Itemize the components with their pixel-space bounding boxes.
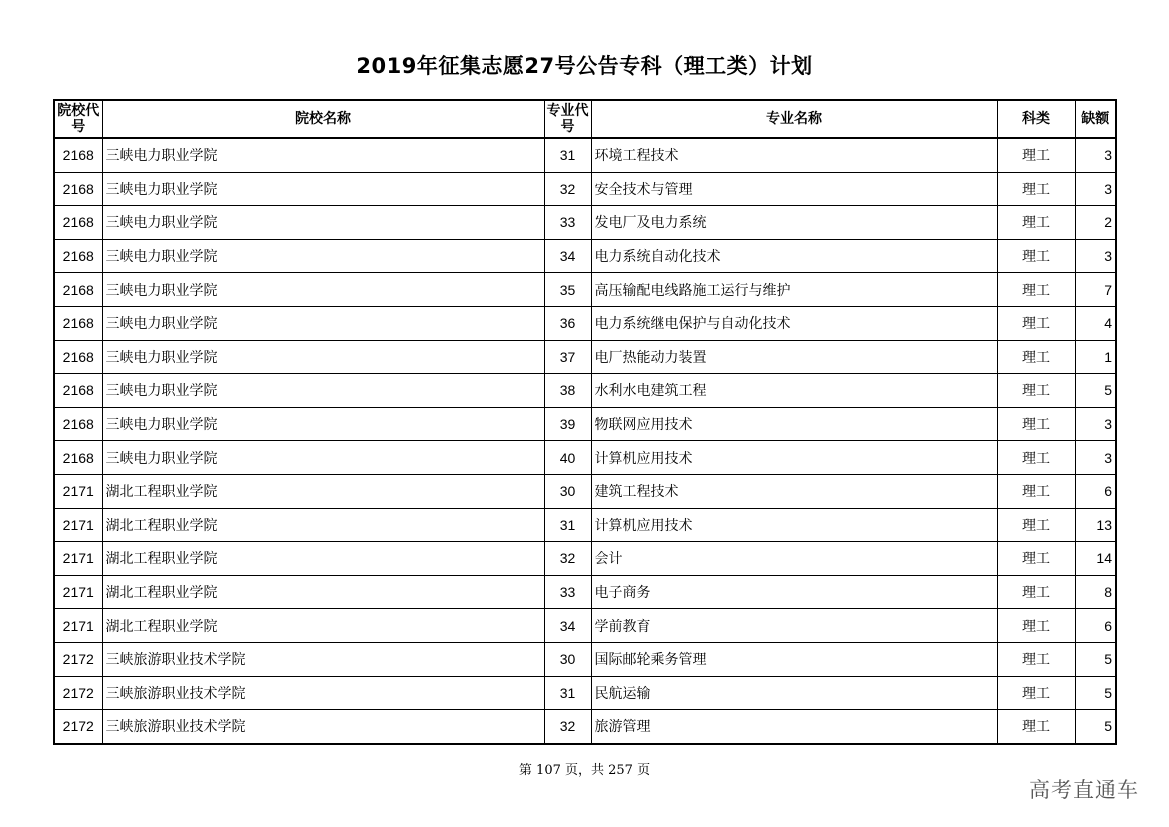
cell-quota: 8 xyxy=(1075,575,1116,609)
cell-school-code: 2168 xyxy=(54,273,102,307)
cell-category: 理工 xyxy=(997,239,1075,273)
cell-category: 理工 xyxy=(997,609,1075,643)
table-row xyxy=(54,172,1116,206)
cell-quota: 5 xyxy=(1075,374,1116,408)
cell-quota: 13 xyxy=(1075,508,1116,542)
header-school-name: 院校名称 xyxy=(102,100,544,138)
cell-school-code: 2168 xyxy=(54,306,102,340)
cell-school-code: 2168 xyxy=(54,407,102,441)
table-row xyxy=(54,306,1116,340)
cell-category: 理工 xyxy=(997,441,1075,475)
cell-major-name: 安全技术与管理 xyxy=(591,172,997,206)
cell-category: 理工 xyxy=(997,642,1075,676)
table-row xyxy=(54,138,1116,172)
cell-category: 理工 xyxy=(997,273,1075,307)
cell-major-name: 发电厂及电力系统 xyxy=(591,206,997,240)
cell-major-code: 31 xyxy=(544,138,591,172)
cell-major-code: 39 xyxy=(544,407,591,441)
cell-category: 理工 xyxy=(997,138,1075,172)
header-school-code: 院校代号 xyxy=(54,100,102,138)
cell-quota: 3 xyxy=(1075,172,1116,206)
cell-school-code: 2168 xyxy=(54,374,102,408)
cell-school-name: 三峡电力职业学院 xyxy=(102,206,544,240)
cell-quota: 4 xyxy=(1075,306,1116,340)
cell-quota: 5 xyxy=(1075,676,1116,710)
table-row xyxy=(54,374,1116,408)
cell-school-code: 2168 xyxy=(54,138,102,172)
cell-school-name: 三峡电力职业学院 xyxy=(102,306,544,340)
header-major-code: 专业代号 xyxy=(544,100,591,138)
cell-school-name: 三峡电力职业学院 xyxy=(102,441,544,475)
cell-school-name: 三峡电力职业学院 xyxy=(102,172,544,206)
cell-major-name: 电力系统继电保护与自动化技术 xyxy=(591,306,997,340)
cell-category: 理工 xyxy=(997,206,1075,240)
cell-major-name: 国际邮轮乘务管理 xyxy=(591,642,997,676)
cell-major-name: 环境工程技术 xyxy=(591,138,997,172)
cell-major-code: 38 xyxy=(544,374,591,408)
cell-school-code: 2168 xyxy=(54,172,102,206)
cell-quota: 3 xyxy=(1075,441,1116,475)
cell-major-name: 旅游管理 xyxy=(591,710,997,744)
cell-quota: 3 xyxy=(1075,239,1116,273)
cell-category: 理工 xyxy=(997,710,1075,744)
cell-school-name: 三峡电力职业学院 xyxy=(102,374,544,408)
cell-major-code: 37 xyxy=(544,340,591,374)
cell-school-name: 三峡旅游职业技术学院 xyxy=(102,676,544,710)
cell-category: 理工 xyxy=(997,676,1075,710)
table-row xyxy=(54,239,1116,273)
cell-school-code: 2171 xyxy=(54,609,102,643)
cell-major-code: 32 xyxy=(544,172,591,206)
cell-major-code: 34 xyxy=(544,239,591,273)
cell-quota: 6 xyxy=(1075,474,1116,508)
cell-major-name: 电力系统自动化技术 xyxy=(591,239,997,273)
cell-category: 理工 xyxy=(997,172,1075,206)
plan-table xyxy=(53,99,1117,745)
page-number: 第 107 页，共 257 页 xyxy=(518,763,651,778)
cell-school-name: 三峡电力职业学院 xyxy=(102,138,544,172)
cell-school-name: 三峡电力职业学院 xyxy=(102,273,544,307)
cell-school-code: 2171 xyxy=(54,575,102,609)
cell-major-name: 物联网应用技术 xyxy=(591,407,997,441)
header-category: 科类 xyxy=(997,100,1075,138)
cell-school-code: 2171 xyxy=(54,508,102,542)
table-row xyxy=(54,710,1116,744)
cell-quota: 5 xyxy=(1075,642,1116,676)
cell-category: 理工 xyxy=(997,407,1075,441)
table-row xyxy=(54,474,1116,508)
table-body xyxy=(54,138,1116,744)
cell-major-name: 会计 xyxy=(591,542,997,576)
cell-major-code: 32 xyxy=(544,542,591,576)
cell-major-code: 36 xyxy=(544,306,591,340)
cell-quota: 14 xyxy=(1075,542,1116,576)
cell-category: 理工 xyxy=(997,306,1075,340)
table-row xyxy=(54,642,1116,676)
table-row xyxy=(54,676,1116,710)
cell-major-name: 学前教育 xyxy=(591,609,997,643)
cell-major-code: 40 xyxy=(544,441,591,475)
cell-category: 理工 xyxy=(997,374,1075,408)
cell-quota: 3 xyxy=(1075,138,1116,172)
cell-school-code: 2168 xyxy=(54,206,102,240)
header-quota: 缺额 xyxy=(1075,100,1116,138)
table-row xyxy=(54,609,1116,643)
cell-school-code: 2171 xyxy=(54,474,102,508)
cell-school-code: 2171 xyxy=(54,542,102,576)
cell-school-name: 湖北工程职业学院 xyxy=(102,542,544,576)
cell-school-name: 三峡电力职业学院 xyxy=(102,340,544,374)
cell-major-name: 高压输配电线路施工运行与维护 xyxy=(591,273,997,307)
cell-major-code: 31 xyxy=(544,676,591,710)
table-row xyxy=(54,542,1116,576)
header-major-name: 专业名称 xyxy=(591,100,997,138)
cell-school-code: 2168 xyxy=(54,441,102,475)
cell-major-code: 30 xyxy=(544,642,591,676)
cell-category: 理工 xyxy=(997,542,1075,576)
cell-major-name: 水利水电建筑工程 xyxy=(591,374,997,408)
cell-school-code: 2168 xyxy=(54,340,102,374)
cell-school-name: 湖北工程职业学院 xyxy=(102,474,544,508)
cell-major-name: 电厂热能动力装置 xyxy=(591,340,997,374)
cell-quota: 6 xyxy=(1075,609,1116,643)
cell-category: 理工 xyxy=(997,508,1075,542)
cell-major-code: 33 xyxy=(544,575,591,609)
cell-major-code: 34 xyxy=(544,609,591,643)
cell-category: 理工 xyxy=(997,340,1075,374)
table-row xyxy=(54,340,1116,374)
cell-school-name: 三峡电力职业学院 xyxy=(102,407,544,441)
cell-school-name: 三峡旅游职业技术学院 xyxy=(102,642,544,676)
table-row xyxy=(54,206,1116,240)
table-row xyxy=(54,441,1116,475)
cell-quota: 1 xyxy=(1075,340,1116,374)
cell-major-name: 计算机应用技术 xyxy=(591,508,997,542)
table-row xyxy=(54,575,1116,609)
cell-school-code: 2172 xyxy=(54,676,102,710)
cell-school-name: 湖北工程职业学院 xyxy=(102,609,544,643)
cell-major-code: 31 xyxy=(544,508,591,542)
cell-major-name: 民航运输 xyxy=(591,676,997,710)
cell-major-name: 电子商务 xyxy=(591,575,997,609)
cell-quota: 5 xyxy=(1075,710,1116,744)
cell-school-name: 湖北工程职业学院 xyxy=(102,508,544,542)
cell-school-code: 2168 xyxy=(54,239,102,273)
cell-school-code: 2172 xyxy=(54,642,102,676)
cell-category: 理工 xyxy=(997,474,1075,508)
watermark: 高考直通车 xyxy=(1029,778,1139,802)
table-row xyxy=(54,508,1116,542)
cell-major-code: 32 xyxy=(544,710,591,744)
table-header-row xyxy=(54,100,1116,138)
table-row xyxy=(54,407,1116,441)
cell-quota: 7 xyxy=(1075,273,1116,307)
cell-quota: 3 xyxy=(1075,407,1116,441)
cell-school-name: 三峡电力职业学院 xyxy=(102,239,544,273)
cell-category: 理工 xyxy=(997,575,1075,609)
cell-major-code: 30 xyxy=(544,474,591,508)
cell-major-code: 35 xyxy=(544,273,591,307)
cell-school-code: 2172 xyxy=(54,710,102,744)
cell-major-name: 建筑工程技术 xyxy=(591,474,997,508)
cell-major-name: 计算机应用技术 xyxy=(591,441,997,475)
table-row xyxy=(54,273,1116,307)
cell-school-name: 三峡旅游职业技术学院 xyxy=(102,710,544,744)
page-title: 2019年征集志愿27号公告专科（理工类）计划 xyxy=(356,54,813,78)
cell-school-name: 湖北工程职业学院 xyxy=(102,575,544,609)
cell-major-code: 33 xyxy=(544,206,591,240)
cell-quota: 2 xyxy=(1075,206,1116,240)
